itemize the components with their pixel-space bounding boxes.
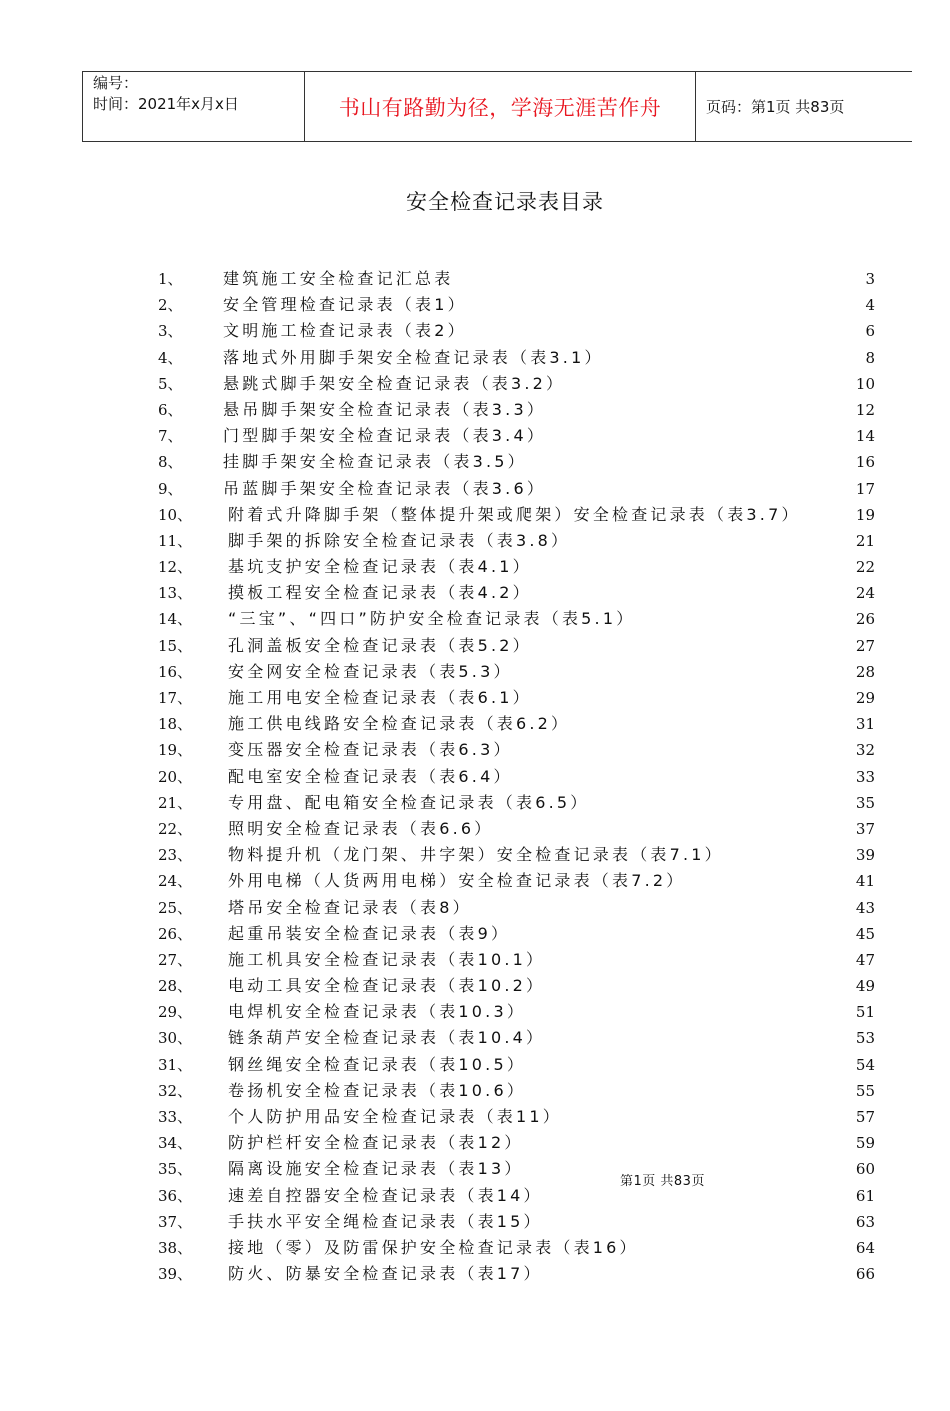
toc-entry-page: 49 <box>855 977 875 996</box>
toc-entry-page: 16 <box>855 453 875 472</box>
toc-entry-number: 38、 <box>158 1238 193 1257</box>
toc-entry-page: 57 <box>855 1108 875 1126</box>
toc-entry-page: 22 <box>855 558 875 577</box>
toc-entry-page: 4 <box>865 296 875 315</box>
toc-entry-page: 51 <box>855 1003 875 1022</box>
toc-entry-title[interactable]: 照明安全检查记录表（表6.6） <box>228 818 494 838</box>
header-info-cell <box>83 72 305 142</box>
toc-entry-page: 33 <box>855 767 875 786</box>
toc-entry[interactable] <box>0 345 950 371</box>
toc-entry[interactable] <box>0 895 950 921</box>
toc-entry-page: 3 <box>865 270 875 288</box>
toc-entry-page: 61 <box>855 1186 875 1205</box>
document-number-label: 编号： <box>93 74 139 92</box>
toc-entry[interactable] <box>0 1235 950 1261</box>
toc-entry-page: 21 <box>855 531 875 550</box>
toc-entry-title[interactable]: 附着式升降脚手架（整体提升架或爬架）安全检查记录表（表3.7） <box>228 504 801 524</box>
toc-entry-number: 37、 <box>158 1212 193 1231</box>
toc-entry-number: 31、 <box>158 1055 193 1074</box>
toc-entry-title[interactable]: 电焊机安全检查记录表（表10.3） <box>228 1002 527 1022</box>
toc-entry-title[interactable]: 个人防护用品安全检查记录表（表11） <box>228 1107 562 1126</box>
toc-entry-number: 32、 <box>158 1081 193 1100</box>
toc-entry-page: 64 <box>855 1238 875 1257</box>
toc-entry[interactable] <box>0 764 950 790</box>
toc-entry-number: 7、 <box>158 427 183 446</box>
toc-entry-title[interactable]: 物料提升机（龙门架、井字架）安全检查记录表（表7.1） <box>228 845 724 865</box>
toc-entry-page: 27 <box>855 636 875 655</box>
toc-entry[interactable] <box>0 580 950 606</box>
toc-entry[interactable] <box>0 659 950 685</box>
toc-entry-number: 5、 <box>158 374 183 393</box>
toc-entry-page: 60 <box>855 1160 875 1179</box>
toc-entry-page: 54 <box>855 1055 875 1074</box>
toc-entry[interactable] <box>0 1183 950 1209</box>
toc-entry-page: 43 <box>855 898 875 917</box>
toc-entry-title[interactable]: 施工供电线路安全检查记录表（表6.2） <box>228 714 571 734</box>
toc-entry-title[interactable]: 悬跳式脚手架安全检查记录表（表3.2） <box>223 373 566 393</box>
toc-entry-title[interactable]: 钢丝绳安全检查记录表（表10.5） <box>228 1054 527 1074</box>
toc-entry-number: 20、 <box>158 767 193 786</box>
toc-entry-title[interactable]: 施工用电安全检查记录表（表6.1） <box>228 688 532 707</box>
toc-entry-page: 26 <box>855 610 875 629</box>
toc-entry-title[interactable]: 塔吊安全检查记录表（表8） <box>228 897 472 917</box>
toc-entry-title[interactable]: 手扶水平安全绳检查记录表（表15） <box>228 1211 543 1231</box>
toc-entry-title[interactable]: 吊蓝脚手架安全检查记录表（表3.6） <box>223 478 547 498</box>
toc-entry-number: 6、 <box>158 400 183 419</box>
toc-entry-number: 13、 <box>158 584 193 603</box>
toc-entry[interactable] <box>0 1104 950 1130</box>
toc-entry-title[interactable]: 防火、防暴安全检查记录表（表17） <box>228 1264 543 1284</box>
toc-entry[interactable] <box>0 1261 950 1287</box>
toc-entry[interactable] <box>0 449 950 475</box>
toc-entry[interactable] <box>0 1156 950 1182</box>
header-page-code: 页码：第1页 共83页 <box>696 72 913 142</box>
toc-entry-title[interactable]: 配电室安全检查记录表（表6.4） <box>228 766 513 786</box>
document-title: 安全检查记录表目录 <box>406 190 604 214</box>
toc-entry-number: 27、 <box>158 950 193 969</box>
toc-entry-number: 15、 <box>158 636 193 655</box>
toc-entry-title[interactable]: 文明施工检查记录表（表2） <box>223 321 467 341</box>
toc-entry-title[interactable]: 变压器安全检查记录表（表6.3） <box>228 740 513 760</box>
toc-entry[interactable] <box>0 476 950 502</box>
document-time-label: 时间：2021年x月x日 <box>93 95 239 113</box>
toc-entry-page: 47 <box>855 950 875 969</box>
toc-entry-number: 19、 <box>158 741 193 760</box>
toc-entry[interactable] <box>0 921 950 947</box>
toc-entry-number: 2、 <box>158 296 183 315</box>
toc-entry-title[interactable]: 施工机具安全检查记录表（表10.1） <box>228 949 546 969</box>
toc-entry-number: 33、 <box>158 1108 193 1126</box>
toc-entry-page: 53 <box>855 1029 875 1048</box>
toc-entry-title[interactable]: 隔离设施安全检查记录表（表13） <box>228 1159 524 1179</box>
toc-entry[interactable] <box>0 816 950 842</box>
toc-entry[interactable] <box>0 633 950 659</box>
toc-entry[interactable] <box>0 502 950 528</box>
toc-entry-title[interactable]: 电动工具安全检查记录表（表10.2） <box>228 976 546 996</box>
toc-entry-title[interactable]: 基坑支护安全检查记录表（表4.1） <box>228 557 532 577</box>
toc-entry-title[interactable]: 起重吊装安全检查记录表（表9） <box>228 923 511 943</box>
toc-entry-page: 29 <box>855 689 875 707</box>
toc-entry[interactable] <box>0 1025 950 1051</box>
toc-entry-title[interactable]: 落地式外用脚手架安全检查记录表（表3.1） <box>223 347 604 367</box>
toc-entry[interactable] <box>0 842 950 868</box>
toc-entry-number: 16、 <box>158 662 193 681</box>
toc-entry-page: 6 <box>865 322 875 341</box>
toc-entry-title[interactable]: 门型脚手架安全检查记录表（表3.4） <box>223 426 547 446</box>
toc-entry-number: 39、 <box>158 1265 193 1284</box>
toc-entry-number: 29、 <box>158 1003 193 1022</box>
toc-entry-page: 63 <box>855 1212 875 1231</box>
toc-entry-title[interactable]: 挂脚手架安全检查记录表（表3.5） <box>223 452 527 472</box>
toc-entry-page: 12 <box>855 400 875 419</box>
toc-entry-page: 14 <box>855 427 875 446</box>
toc-entry-page: 17 <box>855 479 875 498</box>
toc-entry-page: 41 <box>855 872 875 891</box>
toc-entry-title[interactable]: 摸板工程安全检查记录表（表4.2） <box>228 583 532 603</box>
toc-entry[interactable] <box>0 973 950 999</box>
toc-entry-number: 22、 <box>158 819 193 838</box>
toc-entry-title[interactable]: 悬吊脚手架安全检查记录表（表3.3） <box>223 399 547 419</box>
toc-entry-page: 45 <box>855 924 875 943</box>
toc-entry-page: 19 <box>855 505 875 524</box>
toc-entry[interactable] <box>0 606 950 632</box>
toc-entry[interactable] <box>0 371 950 397</box>
toc-entry-page: 66 <box>855 1265 875 1284</box>
toc-entry-number: 9、 <box>158 479 183 498</box>
toc-entry-number: 23、 <box>158 846 193 865</box>
table-of-contents <box>0 266 950 1287</box>
toc-entry-page: 35 <box>855 793 875 812</box>
toc-entry-number: 34、 <box>158 1134 193 1153</box>
header-motto: 书山有路勤为径，学海无涯苦作舟 <box>305 72 696 142</box>
toc-entry-number: 35、 <box>158 1160 193 1179</box>
toc-entry-number: 14、 <box>158 610 193 629</box>
toc-entry[interactable] <box>0 554 950 580</box>
toc-entry[interactable] <box>0 1078 950 1104</box>
toc-entry[interactable] <box>0 528 950 554</box>
toc-entry-number: 3、 <box>158 322 183 341</box>
toc-entry-number: 8、 <box>158 453 183 472</box>
toc-entry[interactable] <box>0 423 950 449</box>
toc-entry-title[interactable]: 链条葫芦安全检查记录表（表10.4） <box>228 1028 546 1048</box>
toc-entry-title[interactable]: 外用电梯（人货两用电梯）安全检查记录表（表7.2） <box>228 871 686 891</box>
toc-entry-page: 10 <box>855 374 875 393</box>
toc-entry-number: 25、 <box>158 898 193 917</box>
toc-entry-title[interactable]: 安全管理检查记录表（表1） <box>223 295 467 315</box>
toc-entry-page: 55 <box>855 1081 875 1100</box>
toc-entry-page: 32 <box>855 741 875 760</box>
toc-entry[interactable] <box>0 947 950 973</box>
toc-entry-number: 4、 <box>158 348 183 367</box>
toc-entry[interactable] <box>0 790 950 816</box>
toc-entry[interactable] <box>0 292 950 318</box>
toc-entry[interactable] <box>0 397 950 423</box>
toc-entry[interactable] <box>0 1052 950 1078</box>
toc-entry-title[interactable]: 孔洞盖板安全检查记录表（表5.2） <box>228 635 532 655</box>
toc-entry-title[interactable]: 速差自控器安全检查记录表（表14） <box>228 1185 543 1205</box>
toc-entry-title[interactable]: 防护栏杆安全检查记录表（表12） <box>228 1133 524 1153</box>
toc-entry[interactable] <box>0 318 950 344</box>
toc-entry-title[interactable]: 专用盘、配电箱安全检查记录表（表6.5） <box>228 792 590 812</box>
toc-entry-number: 11、 <box>158 531 193 550</box>
toc-entry-title[interactable]: 卷扬机安全检查记录表（表10.6） <box>228 1080 527 1100</box>
toc-entry[interactable] <box>0 1130 950 1156</box>
toc-entry-page: 31 <box>855 715 875 734</box>
toc-entry-number: 30、 <box>158 1029 193 1048</box>
toc-entry-number: 10、 <box>158 505 193 524</box>
toc-entry-number: 28、 <box>158 977 193 996</box>
toc-entry-number: 24、 <box>158 872 193 891</box>
toc-entry-page: 8 <box>865 348 875 367</box>
toc-entry-number: 1、 <box>158 270 183 288</box>
toc-entry-page: 59 <box>855 1134 875 1153</box>
toc-entry-number: 12、 <box>158 558 193 577</box>
toc-entry-title[interactable]: 建筑施工安全检查记汇总表 <box>223 269 454 288</box>
toc-entry[interactable] <box>0 266 950 292</box>
toc-entry[interactable] <box>0 999 950 1025</box>
toc-entry-number: 36、 <box>158 1186 193 1205</box>
toc-entry-title[interactable]: “三宝”、“四口”防护安全检查记录表（表5.1） <box>228 609 636 629</box>
toc-entry-page: 39 <box>855 846 875 865</box>
toc-entry[interactable] <box>0 1209 950 1235</box>
toc-entry-page: 28 <box>855 662 875 681</box>
toc-entry-title[interactable]: 接地（零）及防雷保护安全检查记录表（表16） <box>228 1237 639 1257</box>
toc-entry[interactable] <box>0 685 950 711</box>
toc-entry-number: 18、 <box>158 715 193 734</box>
toc-entry-page: 37 <box>855 819 875 838</box>
toc-entry-number: 17、 <box>158 689 193 707</box>
toc-entry[interactable] <box>0 737 950 763</box>
toc-entry-page: 24 <box>855 584 875 603</box>
footer-page-number: 第1页 共83页 <box>620 1174 705 1189</box>
toc-entry[interactable] <box>0 711 950 737</box>
toc-entry[interactable] <box>0 868 950 894</box>
header-table <box>82 71 912 142</box>
toc-entry-title[interactable]: 脚手架的拆除安全检查记录表（表3.8） <box>228 530 571 550</box>
toc-entry-number: 26、 <box>158 924 193 943</box>
toc-entry-title[interactable]: 安全网安全检查记录表（表5.3） <box>228 661 513 681</box>
toc-entry-number: 21、 <box>158 793 193 812</box>
